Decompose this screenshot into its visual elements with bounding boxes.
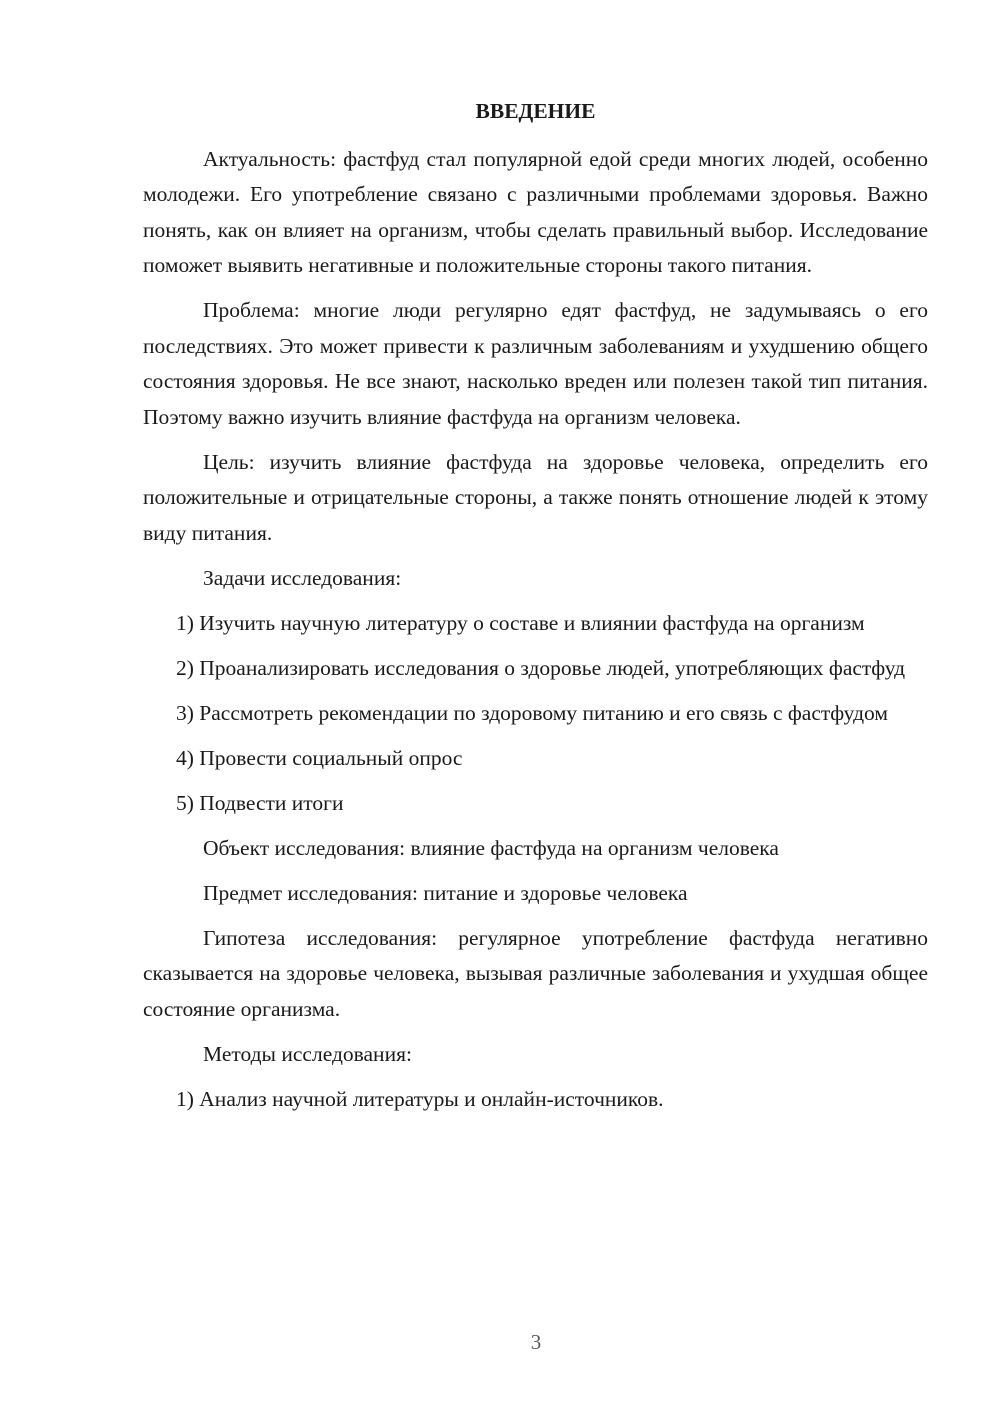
page-number: 3 [530, 1330, 542, 1354]
tasks-heading: Задачи исследования: [203, 565, 402, 590]
task-item-3: 3) Рассмотреть рекомендации по здоровому питанию и его связь с фастфудом [176, 700, 888, 725]
paragraph-goal: Цель: изучить влияние фастфуда на здоровье человека, определить его положительные и отрицательные стороны, а также понять отношение людей к этому виду питания. [143, 449, 928, 545]
task-item-2: 2) Проанализировать исследования о здоровье людей, употребляющих фастфуд [176, 655, 906, 680]
task-item-1: 1) Изучить научную литературу о составе и влиянии фастфуда на организм [176, 610, 865, 635]
document-title: ВВЕДЕНИЕ [475, 99, 596, 123]
task-item-4: 4) Провести социальный опрос [176, 745, 463, 770]
paragraph-problem: Проблема: многие люди регулярно едят фастфуд, не задумываясь о его последствиях. Это может привести к различным заболеваниям и ухудшению общего состояния здоровья. Не все знают, насколько вреден или полезен такой тип питания. Поэтому важно изучить влияние фастфуда на организм человека. [143, 298, 928, 429]
document-page [143, 94, 928, 1127]
paragraph-subject: Предмет исследования: питание и здоровье человека [203, 880, 688, 905]
task-item-5: 5) Подвести итоги [176, 790, 344, 815]
paragraph-relevance: Актуальность: фастфуд стал популярной едой среди многих людей, особенно молодежи. Его употребление связано с различными проблемами здоровья. Важно понять, как он влияет на организм, чтобы сделать правильный выбор. Исследование поможет выявить негативные и положительные стороны такого питания. [143, 146, 928, 277]
methods-heading: Методы исследования: [203, 1041, 412, 1066]
method-item-1: 1) Анализ научной литературы и онлайн-источников. [176, 1086, 664, 1111]
paragraph-object: Объект исследования: влияние фастфуда на организм человека [203, 835, 779, 860]
paragraph-hypothesis: Гипотеза исследования: регулярное употребление фастфуда негативно сказывается на здоровье человека, вызывая различные заболевания и ухудшая общее состояние организма. [143, 925, 928, 1021]
